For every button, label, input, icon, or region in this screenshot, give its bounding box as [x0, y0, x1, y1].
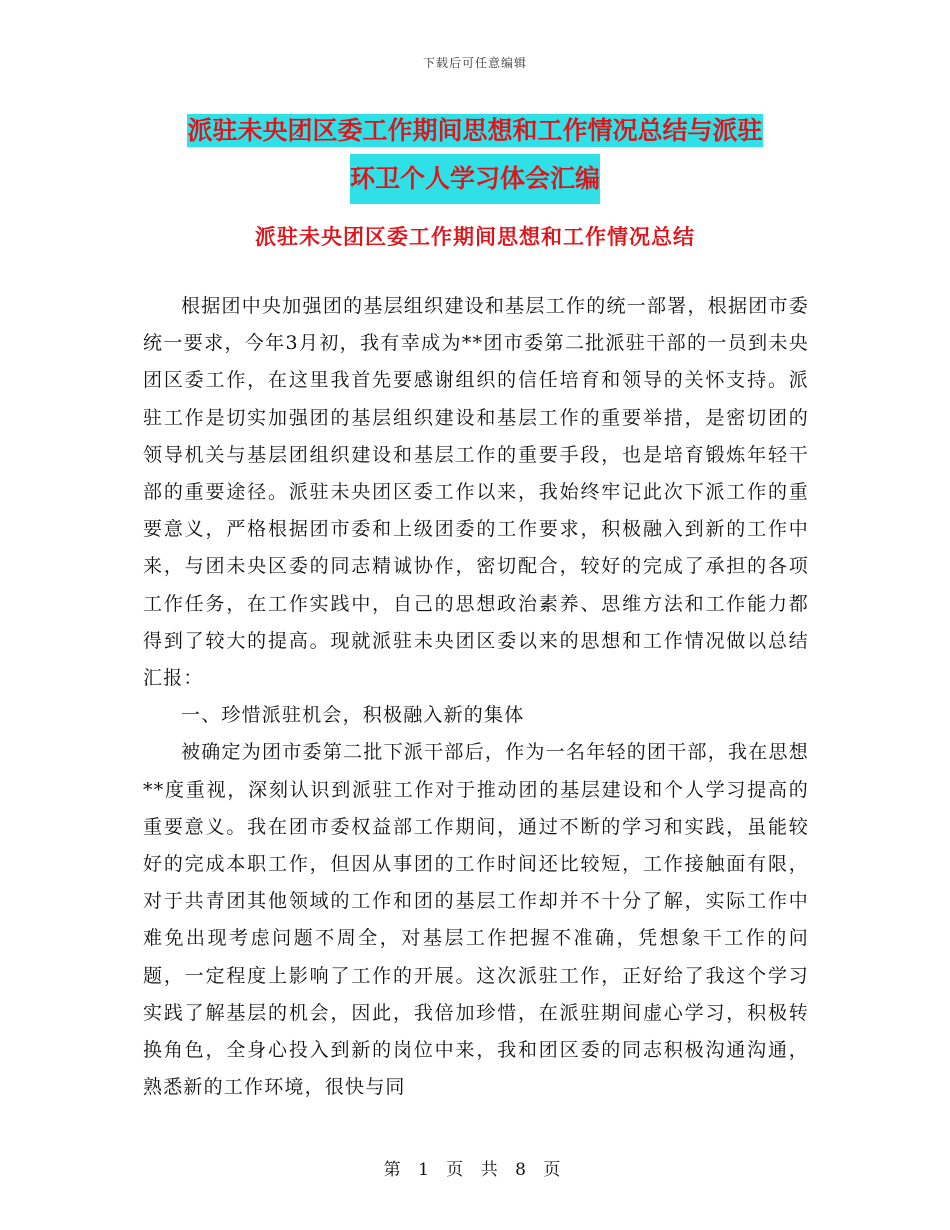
body-text [143, 288, 809, 1106]
title-line-2: 环卫个人学习体会汇编 [350, 154, 600, 204]
header-note: 下载后可任意编辑 [422, 56, 527, 70]
paragraph: 被确定为团市委第二批下派干部后，作为一名年轻的团干部，我在思想**度重视，深刻认识到派驻工作对于推动团的基层建设和个人学习提高的重要意义。我在团市委权益部工作期间，通过不断的学习和实践，虽能较好的完成本职工作，但因从事团的工作时间还比较短，工作接触面有限，对于共青团其他领域的工作和团的基层工作却并不十分了解，实际工作中难免出现考虑问题不周全，对基层工作把握不准确，凭想象干工作的问题，一定程度上影响了工作的开展。这次派驻工作，正好给了我这个学习实践了解基层的机会，因此，我倍加珍惜，在派驻期间虚心学习，积极转换角色，全身心投入到新的岗位中来，我和团区委的同志积极沟通沟通，熟悉新的工作环境，很快与同 [143, 741, 809, 1099]
page-footer: 第 1 页 共 8 页 [383, 1160, 567, 1180]
paragraph: 根据团中央加强团的基层组织建设和基层工作的统一部署，根据团市委统一要求，今年3月初，我有幸成为**团市委第二批派驻干部的一员到未央团区委工作，在这里我首先要感谢组织的信任培育和领导的关怀支持。派驻工作是切实加强团的基层组织建设和基层工作的重要举措，是密切团的领导机关与基层团组织建设和基层工作的重要手段，也是培育锻炼年轻干部的重要途径。派驻未央团区委工作以来，我始终牢记此次下派工作的重要意义，严格根据团市委和上级团委的工作要求，积极融入到新的工作中来，与团未央区委的同志精诚协作，密切配合，较好的完成了承担的各项工作任务，在工作实践中，自己的思想政治素养、思维方法和工作能力都得到了较大的提高。现就派驻未央团区委以来的思想和工作情况做以总结汇报： [143, 295, 809, 690]
title-line-1: 派驻未央团区委工作期间思想和工作情况总结与派驻 [187, 116, 763, 145]
section-heading: 一、珍惜派驻机会，积极融入新的集体 [181, 704, 525, 727]
section-title: 派驻未央团区委工作期间思想和工作情况总结 [255, 225, 695, 249]
document-title [0, 108, 950, 204]
